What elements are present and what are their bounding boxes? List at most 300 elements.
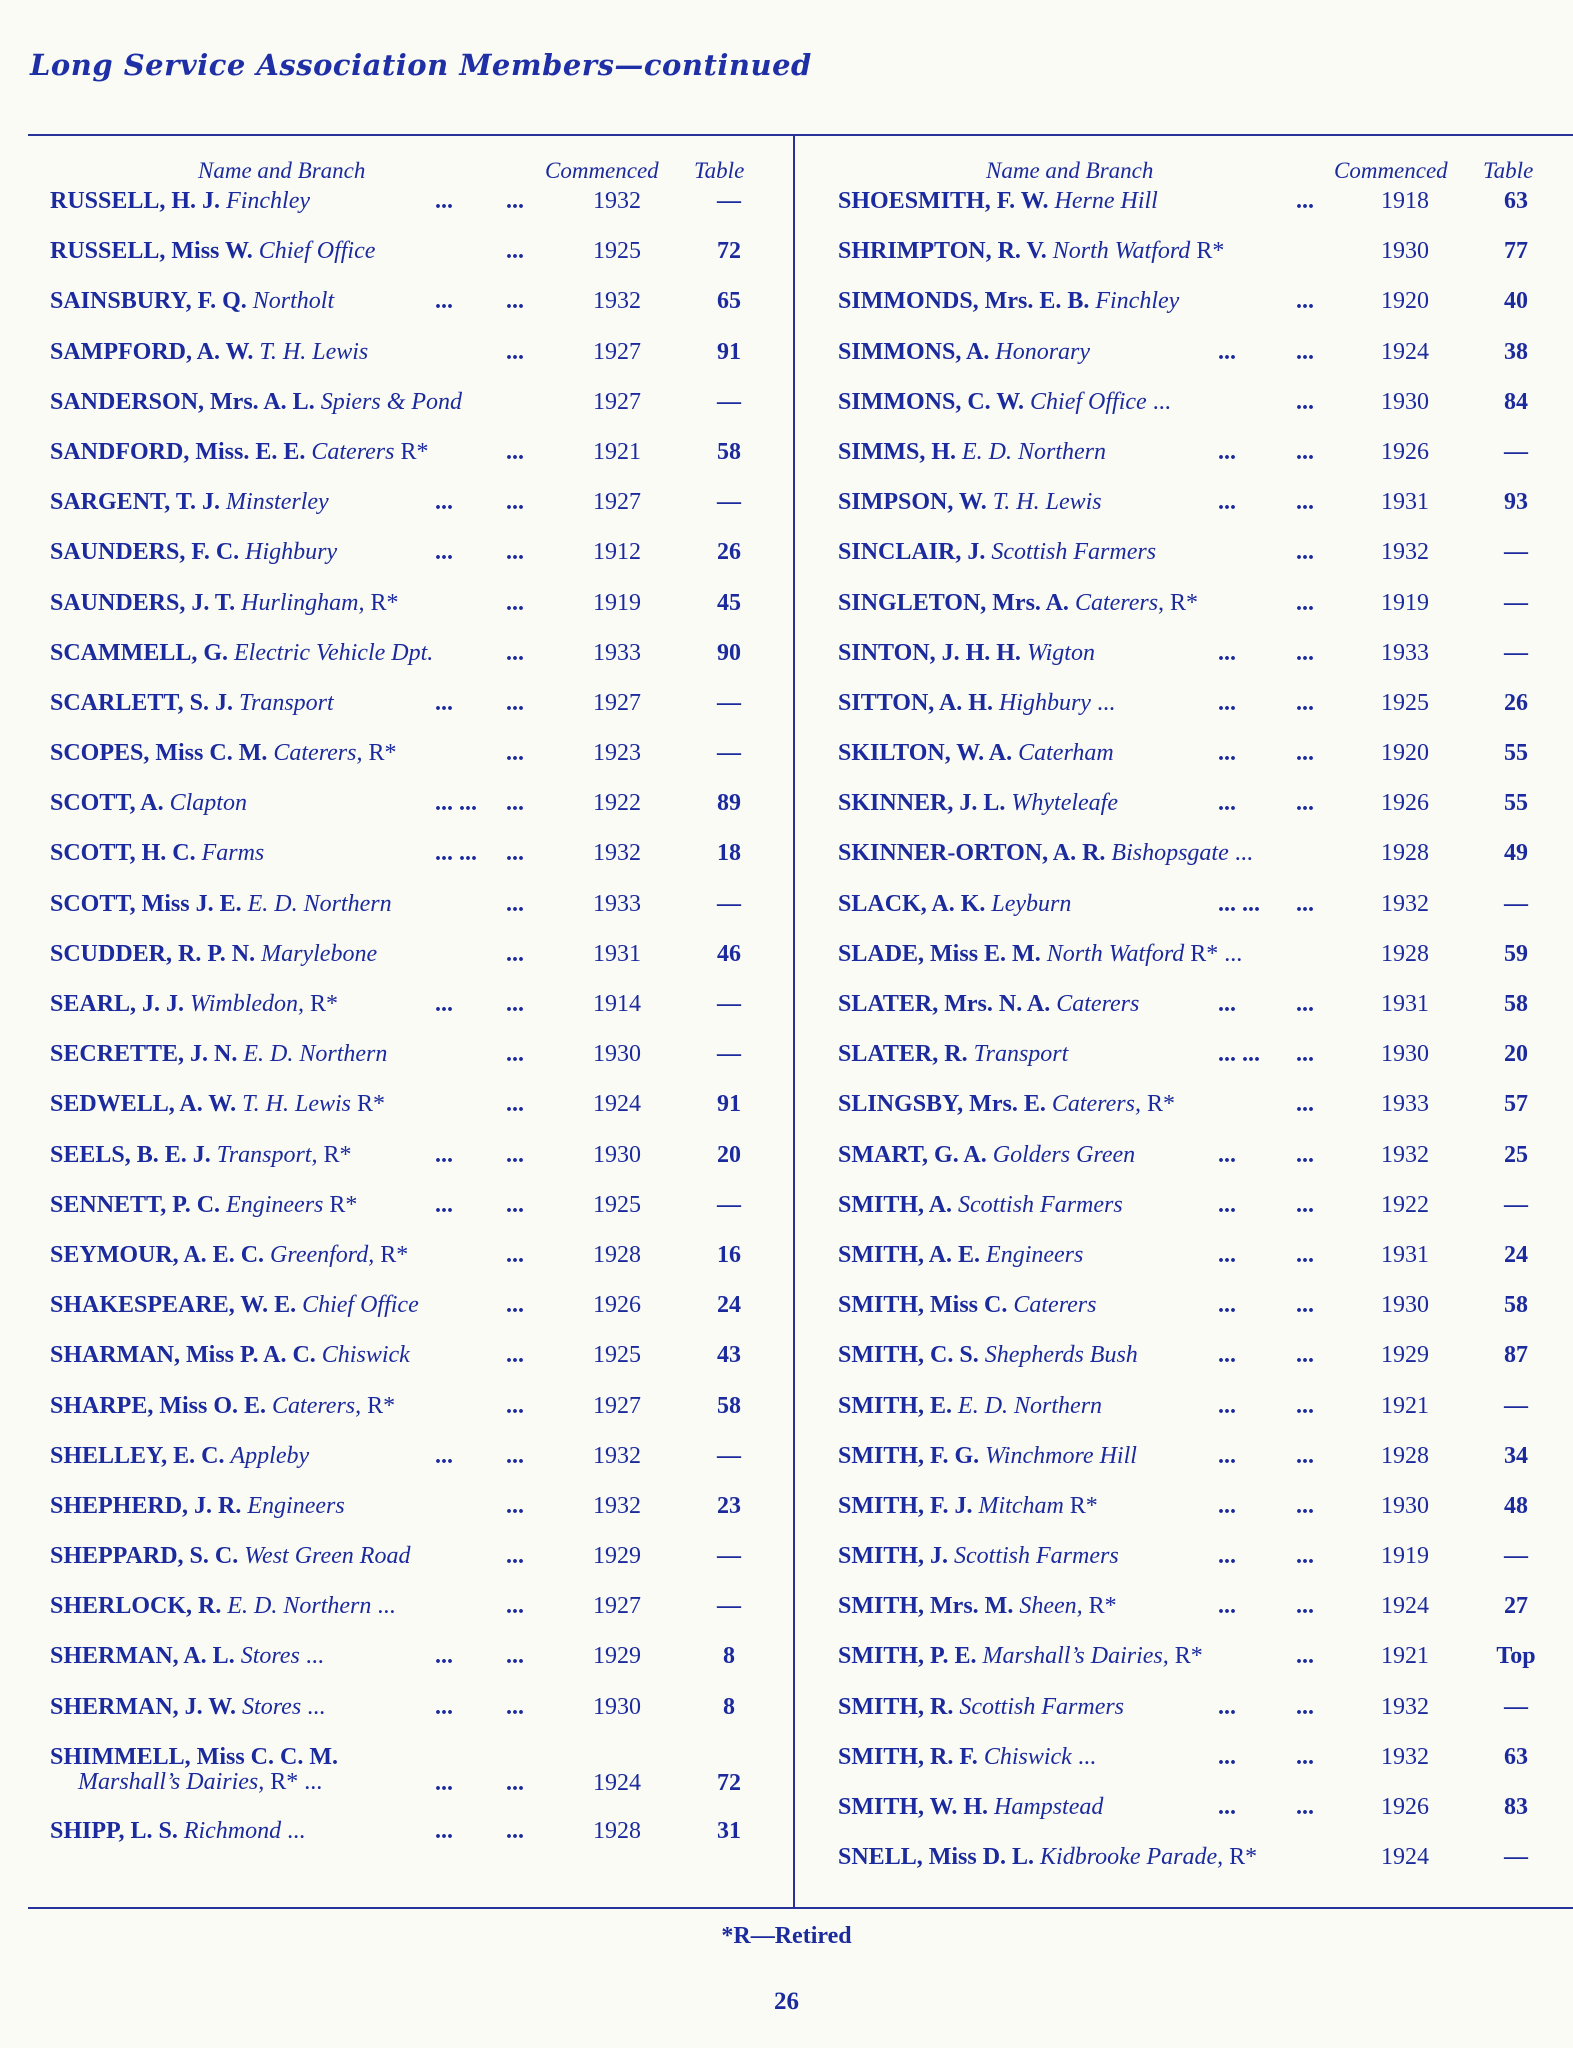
list-item <box>50 690 762 740</box>
member-name: RUSSELL, Miss W. <box>50 238 253 265</box>
leader-dots: ... <box>506 1593 524 1620</box>
leader-dots: ... <box>435 1693 453 1720</box>
member-suffix: ... <box>1228 840 1253 867</box>
member-branch: Highbury <box>245 539 338 566</box>
leader-dots: ... <box>1296 639 1314 666</box>
commenced-year: 1928 <box>593 1241 641 1268</box>
member-name: SMITH, F. J. <box>838 1492 973 1519</box>
leader-dots: ... <box>1296 1342 1314 1369</box>
commenced-year: 1932 <box>1381 539 1429 566</box>
commenced-year: 1924 <box>593 1769 641 1796</box>
member-name-and-branch <box>838 1192 1123 1219</box>
leader-dots: ... <box>1218 1743 1236 1770</box>
member-name: SMITH, F. G. <box>838 1442 980 1469</box>
table-number: 55 <box>1504 740 1528 767</box>
member-name-and-branch <box>838 991 1139 1018</box>
table-number: — <box>717 1593 741 1620</box>
list-item <box>838 1493 1573 1543</box>
list-item <box>50 1694 762 1744</box>
member-name: SMITH, W. H. <box>838 1794 989 1820</box>
member-name: SIMMS, H. <box>838 438 957 465</box>
member-branch: Scottish Farmers <box>991 539 1157 566</box>
commenced-year: 1927 <box>593 338 641 365</box>
leader-dots: ... <box>1296 489 1314 516</box>
member-name-and-branch <box>50 439 428 466</box>
leader-dots: ... <box>506 1342 524 1369</box>
member-branch: Transport, <box>216 1141 318 1168</box>
leader-dots: ... <box>1296 388 1314 415</box>
member-name-and-branch <box>838 590 1198 617</box>
leader-dots: ... <box>435 689 453 716</box>
commenced-year: 1928 <box>1381 1442 1429 1469</box>
leader-dots: ... <box>506 840 524 867</box>
list-item <box>50 1593 762 1643</box>
leader-dots: ... <box>1218 489 1236 516</box>
member-name: SANDERSON, Mrs. A. L. <box>50 388 315 415</box>
member-branch: Honorary <box>995 338 1091 365</box>
commenced-year: 1927 <box>593 388 641 415</box>
member-branch: T. H. Lewis <box>242 1091 352 1118</box>
leader-dots: ... <box>506 288 524 315</box>
leader-dots: ... <box>1296 1794 1314 1820</box>
commenced-year: 1928 <box>1381 940 1429 967</box>
list-item <box>838 188 1573 238</box>
member-branch: Mitcham <box>978 1492 1064 1519</box>
member-branch-line <box>50 1769 338 1796</box>
leader-dots: ... <box>1296 740 1314 767</box>
table-number: 58 <box>717 438 741 465</box>
commenced-year: 1932 <box>1381 1141 1429 1168</box>
list-item <box>50 1142 762 1192</box>
list-item <box>838 790 1573 840</box>
list-item <box>838 941 1573 991</box>
member-name-and-branch <box>50 941 377 968</box>
member-name: SMITH, J. <box>838 1543 949 1570</box>
member-name-and-branch <box>50 1192 357 1219</box>
list-item <box>838 1192 1573 1242</box>
member-name: SLADE, Miss E. M. <box>838 940 1041 967</box>
commenced-year: 1932 <box>1381 1693 1429 1720</box>
member-name: SMITH, A. <box>838 1191 953 1218</box>
member-name: SHARMAN, Miss P. A. C. <box>50 1342 316 1369</box>
member-name: SAUNDERS, J. T. <box>50 589 236 616</box>
leader-dots: ... <box>1218 1392 1236 1419</box>
list-item <box>50 941 762 991</box>
table-number: — <box>1504 589 1528 616</box>
member-name: SHELLEY, E. C. <box>50 1442 225 1469</box>
member-branch: E. D. Northern <box>247 890 392 917</box>
member-name: SMITH, E. <box>838 1392 953 1419</box>
table-number: 89 <box>717 790 741 817</box>
leader-dots: ... <box>1296 1141 1314 1168</box>
leader-dots: ... <box>506 1241 524 1268</box>
leader-dots: ... <box>1218 1292 1236 1319</box>
commenced-year: 1932 <box>1381 1743 1429 1770</box>
list-item <box>838 1794 1573 1844</box>
member-suffix: R* ... <box>264 1768 323 1795</box>
member-branch: Caterers, <box>1074 589 1165 616</box>
leader-dots: ... <box>1296 1543 1314 1570</box>
member-suffix: ... <box>1071 1743 1096 1770</box>
member-name: SMITH, C. S. <box>838 1342 979 1369</box>
member-name: SLATER, R. <box>838 1041 968 1068</box>
left-column-header <box>50 158 762 188</box>
table-number: 63 <box>1504 1743 1528 1770</box>
member-name: SINTON, J. H. H. <box>838 639 1021 666</box>
commenced-year: 1927 <box>593 489 641 516</box>
commenced-year: 1928 <box>1381 840 1429 867</box>
table-number: Top <box>1496 1643 1536 1670</box>
commenced-year: 1918 <box>1381 188 1429 214</box>
member-branch: Richmond <box>183 1817 282 1844</box>
leader-dots: ... <box>1296 539 1314 566</box>
member-name: SMITH, Mrs. M. <box>838 1593 1014 1620</box>
member-branch: Highbury <box>998 689 1091 716</box>
member-name-and-branch <box>838 790 1118 817</box>
leader-dots: ... <box>1218 1191 1236 1218</box>
member-branch: Scottish Farmers <box>958 1191 1123 1218</box>
commenced-year: 1924 <box>1381 1593 1429 1620</box>
table-number: — <box>717 489 741 516</box>
member-suffix: R* <box>364 589 399 616</box>
member-name: SECRETTE, J. N. <box>50 1041 238 1068</box>
member-name: SKILTON, W. A. <box>838 740 1013 767</box>
member-branch: Finchley <box>1095 288 1180 315</box>
member-branch: Caterers <box>1013 1292 1097 1319</box>
member-name: SLATER, Mrs. N. A. <box>838 991 1051 1017</box>
list-item <box>50 790 762 840</box>
member-name-and-branch <box>838 1393 1102 1420</box>
table-number: 23 <box>717 1492 741 1519</box>
member-branch: Winchmore Hill <box>985 1442 1137 1469</box>
table-number: — <box>1504 639 1528 666</box>
list-item <box>50 590 762 640</box>
page-number: 26 <box>774 1988 799 2015</box>
commenced-year: 1928 <box>593 1817 641 1844</box>
member-name-and-branch <box>50 1818 305 1845</box>
table-number: — <box>717 1041 741 1068</box>
member-branch: Chiswick <box>321 1342 410 1369</box>
member-name-and-branch <box>50 288 334 315</box>
table-number: 18 <box>717 840 741 867</box>
leader-dots: ... <box>506 589 524 616</box>
member-name: SCOTT, Miss J. E. <box>50 890 242 917</box>
member-name-and-branch <box>50 1041 387 1068</box>
list-item <box>50 1192 762 1242</box>
table-number: 72 <box>717 1769 741 1796</box>
member-name-and-branch <box>50 339 368 366</box>
header-table: Table <box>694 158 745 183</box>
member-name: SCOPES, Miss C. M. <box>50 740 268 767</box>
leader-dots: ... <box>1218 338 1236 365</box>
list-item <box>50 1744 762 1818</box>
leader-dots: ... <box>506 940 524 967</box>
member-name: SIMPSON, W. <box>838 489 987 516</box>
leader-dots: ... <box>1218 1593 1236 1620</box>
commenced-year: 1926 <box>1381 790 1429 817</box>
list-item <box>838 1393 1573 1443</box>
member-name-and-branch <box>838 1142 1135 1169</box>
table-number: 59 <box>1504 940 1528 967</box>
list-item <box>838 1593 1573 1643</box>
leader-dots: ... <box>435 489 453 516</box>
table-number: 43 <box>717 1342 741 1369</box>
commenced-year: 1932 <box>593 1492 641 1519</box>
list-item <box>838 1744 1573 1794</box>
right-column <box>838 158 1573 1894</box>
list-item <box>50 1091 762 1141</box>
table-number: — <box>717 740 741 767</box>
list-item <box>838 1694 1573 1744</box>
table-number: 46 <box>717 940 741 967</box>
commenced-year: 1921 <box>1381 1392 1429 1419</box>
table-number: — <box>717 1543 741 1570</box>
table-number: — <box>717 1191 741 1218</box>
member-branch: Marshall’s Dairies, <box>982 1643 1169 1670</box>
commenced-year: 1912 <box>593 539 641 566</box>
commenced-year: 1921 <box>593 438 641 465</box>
list-item <box>50 238 762 288</box>
member-branch: Hurlingham, <box>241 589 365 616</box>
leader-dots: ... <box>506 338 524 365</box>
member-name-and-branch <box>50 1643 324 1670</box>
member-suffix: ... <box>281 1817 306 1844</box>
list-item <box>838 238 1573 288</box>
commenced-year: 1925 <box>593 1342 641 1369</box>
left-column <box>50 158 762 1868</box>
commenced-year: 1933 <box>1381 1091 1429 1118</box>
member-name: SHEPPARD, S. C. <box>50 1543 239 1570</box>
leader-dots: ... <box>1218 1543 1236 1570</box>
footnote: *R—Retired <box>721 1923 852 1949</box>
leader-dots: ... <box>506 790 524 817</box>
list-item <box>838 489 1573 539</box>
leader-dots: ... <box>506 1492 524 1519</box>
member-name: SKINNER, J. L. <box>838 790 1006 817</box>
member-name-and-branch <box>50 1342 410 1369</box>
commenced-year: 1931 <box>1381 489 1429 516</box>
table-number: 31 <box>717 1817 741 1844</box>
member-branch: Caterham <box>1018 740 1114 767</box>
member-branch: T. H. Lewis <box>259 338 369 365</box>
list-item <box>50 339 762 389</box>
member-name: SARGENT, T. J. <box>50 489 221 516</box>
table-number: 93 <box>1504 489 1528 516</box>
member-name-and-branch <box>838 188 1158 215</box>
page-title: Long Service Association Members—continued <box>30 48 812 82</box>
leader-dots: ... <box>1296 991 1314 1017</box>
member-name-and-branch <box>50 1744 338 1796</box>
member-branch: Marshall’s Dairies, <box>78 1768 265 1795</box>
leader-dots: ... <box>1218 790 1236 817</box>
column-divider <box>793 134 795 1907</box>
member-branch: Wigton <box>1026 639 1095 666</box>
commenced-year: 1919 <box>593 589 641 616</box>
leader-dots: ... <box>435 188 453 214</box>
table-number: — <box>1504 1844 1528 1871</box>
list-item <box>838 1844 1573 1894</box>
list-item <box>838 288 1573 338</box>
member-branch: Engineers <box>986 1241 1084 1268</box>
list-item <box>838 640 1573 690</box>
member-branch: Clapton <box>169 790 247 817</box>
leader-dots: ... <box>435 1191 453 1218</box>
commenced-year: 1932 <box>593 1442 641 1469</box>
member-suffix: R* <box>1164 589 1199 616</box>
commenced-year: 1922 <box>593 790 641 817</box>
member-name: SIMMONS, C. W. <box>838 388 1025 415</box>
member-branch: Golders Green <box>992 1141 1136 1168</box>
member-name-and-branch <box>50 1593 395 1620</box>
table-number: 25 <box>1504 1141 1528 1168</box>
member-suffix: ... <box>1090 689 1115 716</box>
table-number: — <box>1504 1543 1528 1570</box>
commenced-year: 1933 <box>593 890 641 917</box>
member-name: SMART, G. A. <box>838 1141 987 1168</box>
list-item <box>50 1393 762 1443</box>
member-name: SEELS, B. E. J. <box>50 1141 211 1168</box>
member-branch: Greenford, <box>270 1241 375 1268</box>
member-name-and-branch <box>838 1593 1117 1620</box>
member-name-and-branch <box>838 1744 1096 1771</box>
list-item <box>50 640 762 690</box>
member-name-and-branch <box>50 1091 385 1118</box>
member-branch: E. D. Northern <box>962 438 1107 465</box>
table-number: — <box>1504 438 1528 465</box>
leader-dots: ... <box>506 1769 524 1796</box>
right-column-header <box>838 158 1573 188</box>
member-name: SHERMAN, J. W. <box>50 1693 237 1720</box>
member-name: SCAMMELL, G. <box>50 639 229 666</box>
member-branch: Transport <box>973 1041 1069 1068</box>
commenced-year: 1925 <box>593 238 641 265</box>
member-name-and-branch <box>50 840 264 867</box>
member-name: SCARLETT, S. J. <box>50 689 233 716</box>
member-branch: Appleby <box>230 1442 310 1469</box>
commenced-year: 1931 <box>1381 1241 1429 1268</box>
member-name-and-branch <box>50 790 247 817</box>
list-item <box>838 690 1573 740</box>
leader-dots: ... <box>435 1141 453 1168</box>
table-number: 55 <box>1504 790 1528 817</box>
member-suffix: R* <box>1063 1492 1098 1519</box>
member-name: SHRIMPTON, R. V. <box>838 238 1047 265</box>
member-branch: Chief Office <box>258 238 376 265</box>
list-item <box>50 489 762 539</box>
table-number: 8 <box>723 1693 735 1720</box>
member-branch: Marylebone <box>261 940 378 967</box>
commenced-year: 1919 <box>1381 1543 1429 1570</box>
commenced-year: 1930 <box>1381 1292 1429 1319</box>
member-suffix: R* <box>351 1091 386 1118</box>
table-number: 8 <box>723 1643 735 1670</box>
member-name: SHERLOCK, R. <box>50 1593 222 1620</box>
leader-dots: ... <box>1296 1091 1314 1118</box>
member-name: SEYMOUR, A. E. C. <box>50 1241 265 1268</box>
list-item <box>50 740 762 790</box>
commenced-year: 1920 <box>1381 740 1429 767</box>
member-branch: Minsterley <box>226 489 329 516</box>
table-number: 63 <box>1504 188 1528 214</box>
list-item <box>838 1292 1573 1342</box>
table-number: 65 <box>717 288 741 315</box>
member-name: SMITH, R. F. <box>838 1743 978 1770</box>
member-name-and-branch <box>50 991 338 1018</box>
header-name-and-branch: Name and Branch <box>198 158 366 183</box>
member-name: SAMPFORD, A. W. <box>50 338 254 365</box>
member-name-and-branch <box>50 740 396 767</box>
commenced-year: 1926 <box>1381 438 1429 465</box>
commenced-year: 1925 <box>593 1191 641 1218</box>
commenced-year: 1931 <box>1381 991 1429 1017</box>
commenced-year: 1925 <box>1381 689 1429 716</box>
member-branch: E. D. Northern <box>227 1593 372 1620</box>
list-item <box>838 590 1573 640</box>
member-suffix: ... <box>301 1693 326 1720</box>
leader-dots: ... <box>1296 188 1314 214</box>
member-name-and-branch <box>50 590 399 617</box>
list-item <box>838 1041 1573 1091</box>
member-name-and-branch <box>838 690 1115 717</box>
member-name: SINGLETON, Mrs. A. <box>838 589 1069 616</box>
list-item <box>838 1342 1573 1392</box>
member-name: SIMMONS, A. <box>838 338 990 365</box>
table-number: 48 <box>1504 1492 1528 1519</box>
table-number: 58 <box>1504 991 1528 1017</box>
header-name-and-branch: Name and Branch <box>986 158 1154 183</box>
member-name: SHIMMELL, Miss C. C. M. <box>50 1743 338 1770</box>
leader-dots: ... <box>435 1643 453 1670</box>
member-name-and-branch <box>838 1694 1124 1721</box>
table-number: — <box>1504 539 1528 566</box>
list-item <box>50 1643 762 1693</box>
leader-dots: ... <box>1296 1041 1314 1068</box>
member-branch: Scottish Farmers <box>959 1693 1125 1720</box>
table-number: 57 <box>1504 1091 1528 1118</box>
member-name-and-branch <box>838 1493 1098 1520</box>
member-name: SHAKESPEARE, W. E. <box>50 1292 297 1319</box>
member-suffix: R* <box>362 740 397 767</box>
member-suffix: R* <box>361 1392 396 1419</box>
leader-dots: ... <box>1218 991 1236 1017</box>
member-branch: Scottish Farmers <box>954 1543 1119 1570</box>
table-number: 26 <box>1504 689 1528 716</box>
member-name-and-branch <box>838 640 1095 667</box>
member-name-and-branch <box>838 539 1156 566</box>
commenced-year: 1933 <box>1381 639 1429 666</box>
member-name: SHIPP, L. S. <box>50 1817 178 1844</box>
member-name-and-branch <box>838 941 1242 968</box>
member-branch: Spiers & Pond <box>320 388 463 415</box>
member-branch: Chiswick <box>983 1743 1072 1770</box>
commenced-year: 1926 <box>1381 1794 1429 1820</box>
member-name-and-branch <box>50 690 334 717</box>
member-name: SLINGSBY, Mrs. E. <box>838 1091 1046 1118</box>
member-name: SHEPHERD, J. R. <box>50 1492 242 1519</box>
member-branch: Electric Vehicle Dpt. <box>234 639 434 666</box>
leader-dots: ... <box>506 188 524 214</box>
commenced-year: 1930 <box>1381 238 1429 265</box>
member-branch: Chief Office <box>302 1292 419 1319</box>
member-branch: Caterers <box>311 438 395 465</box>
member-suffix: R* <box>1223 1844 1258 1871</box>
leader-dots: ... <box>1296 1492 1314 1519</box>
commenced-year: 1931 <box>593 940 641 967</box>
commenced-year: 1930 <box>593 1141 641 1168</box>
table-number: 20 <box>717 1141 741 1168</box>
leader-dots: ... <box>1296 338 1314 365</box>
member-suffix: R* <box>1082 1593 1117 1620</box>
